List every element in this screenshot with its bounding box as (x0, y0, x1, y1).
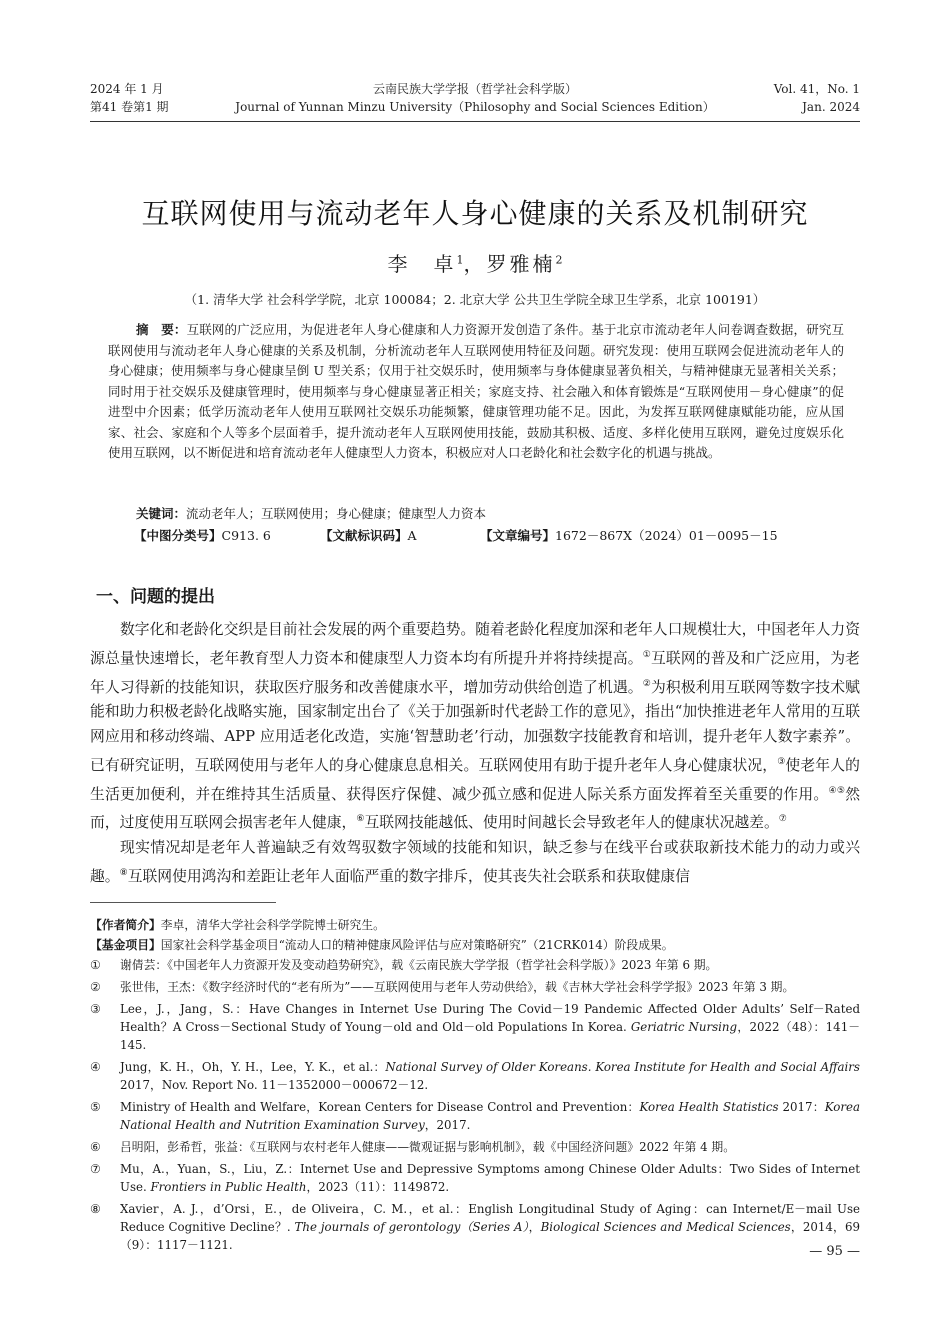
footnote-number: ② (90, 980, 101, 994)
body-text (90, 618, 860, 890)
footnote-number: ④ (90, 1060, 101, 1074)
footnote-rule (90, 902, 276, 903)
footnote-number: ⑥ (90, 1140, 101, 1154)
author-bio-label: 【作者简介】 (90, 918, 161, 932)
body-text-run: 数字化和老龄化交织是目前社会发展的两个重要趋势。随着老龄化程度加深和老年人口规模壮大，中国老年人力资源总量快速增长，老年教育型人力资本和健康型人力资本均有所提升并将持续提高。 (90, 621, 860, 667)
footnote-run: ， (528, 1220, 541, 1234)
footnote-text (120, 1000, 860, 1054)
abstract (108, 320, 844, 464)
footnote-text (120, 1098, 860, 1134)
header-date-en: Jan. 2024 (802, 100, 860, 114)
keywords-label: 关键词： (136, 506, 187, 521)
section-heading: 一、问题的提出 (96, 587, 215, 607)
author-2: 罗雅楠 (486, 252, 556, 276)
footnote-number: ① (90, 958, 101, 972)
footnote-number: ⑧ (90, 1202, 101, 1216)
footnote-journal: Korea Health Statistics (639, 1100, 779, 1114)
footnote-run: ，2022（48）：141－145. (120, 1020, 860, 1052)
doc-code-value: A (407, 528, 417, 543)
journal-name-en: Journal of Yunnan Minzu University（Philosophy and Social Sciences Edition） (235, 100, 715, 114)
footnote-journal: National Survey of Older Koreans. Korea Institute for Health and Social Affairs (385, 1060, 860, 1074)
clc-item (134, 526, 271, 546)
body-text-run: 互联网的普及和广泛应用，为老年人习得新的技能知识，获取医疗服务和改善健康水平，增加劳动供给创造了机遇。 (90, 649, 860, 696)
fund-label: 【基金项目】 (90, 938, 161, 952)
journal-name-cn: 云南民族大学学报（哲学社会科学版） (372, 82, 577, 96)
body-text-run: 使老年人的生活更加便利，并在维持其生活质量、获得医疗保健、减少孤立感和促进人际关系方面发挥着至关重要的作用。 (90, 756, 860, 803)
clc-label: 【中图分类号】 (134, 528, 222, 543)
clc-value: C913. 6 (221, 528, 271, 543)
body-paragraph-1 (90, 618, 860, 836)
footnote-text (120, 1160, 860, 1196)
footnote-number: ⑤ (90, 1100, 101, 1114)
footnote-8 (90, 1200, 860, 1254)
affiliations: （1. 清华大学 社会科学学院，北京 100084；2. 北京大学 公共卫生学院全球卫生学系，北京 100191） (184, 292, 766, 307)
footnote-journal: Biological Sciences and Medical Sciences (540, 1220, 791, 1234)
footnote-text: 张世伟，王杰：《数字经济时代的“老有所为”——互联网使用与老年人劳动供给》，载《吉林大学社会科学学报》2023 年第 3 期。 (120, 980, 795, 994)
body-text-run: 互联网技能越低、使用时间越长会导致老年人的健康状况越差。 (364, 814, 779, 832)
author-bio (90, 916, 860, 934)
footnote-run: 2017，Nov. Report No. 11－1352000－000672－12. (120, 1078, 429, 1092)
footnote-7 (90, 1160, 860, 1196)
doc-code-item (320, 526, 417, 546)
footnote-run: ，2017. (424, 1118, 471, 1132)
footnote-run: Mu，A.，Yuan，S.，Liu，Z.：Internet Use and Depressive Symptoms among Chinese Older Adults：Two Sides of Internet Use. (120, 1162, 860, 1194)
header-date: 2024 年 1 月 (90, 82, 164, 96)
footnote-journal: Korea National Health and Nutrition Examination Survey (120, 1100, 860, 1132)
keywords-text: 流动老年人；互联网使用；身心健康；健康型人力资本 (186, 506, 487, 521)
footnote-4 (90, 1058, 860, 1094)
abstract-label: 摘 要： (136, 322, 187, 337)
footnote-ref-8: ⑧ (119, 867, 128, 878)
footnote-ref-3: ③ (777, 756, 786, 767)
footnote-3 (90, 1000, 860, 1054)
author-line (0, 248, 950, 277)
footnote-number: ③ (90, 1002, 101, 1016)
body-paragraph-2 (90, 836, 860, 890)
footnote-text: 吕明阳，彭希哲，张益：《互联网与农村老年人健康——微观证据与影响机制》，载《中国经济问题》2022 年第 4 期。 (120, 1140, 736, 1154)
fund-text: 国家社会科学基金项目“流动人口的精神健康风险评估与应对策略研究”（21CRK014）阶段成果。 (160, 938, 674, 952)
footnotes (90, 916, 860, 1258)
footnote-ref-1: ① (642, 649, 651, 660)
header-volume: 第41 卷第1 期 (90, 100, 169, 114)
footnote-run: 2017： (778, 1100, 825, 1114)
article-number-value: 1672－867X（2024）01－0095－15 (555, 528, 778, 543)
footnote-run: Ministry of Health and Welfare，Korean Centers for Disease Control and Prevention： (120, 1100, 640, 1114)
article-number-item (480, 526, 778, 546)
footnote-2 (90, 978, 860, 996)
footnote-run: Xavier，A. J.，d’Orsi，E.，de Oliveira，C. M.，et al.：English Longitudinal Study of Aging：can Internet/E－mail Use Reduce Cognitive Decline？. (120, 1202, 860, 1234)
footnote-journal: Frontiers in Public Health (150, 1180, 307, 1194)
header-rule (90, 121, 860, 122)
body-text-run: 互联网使用鸿沟和差距让老年人面临严重的数字排斥，使其丧失社会联系和获取健康信 (127, 867, 690, 885)
body-text-run: 为积极利用互联网等数字技术赋能和助力积极老龄化战略实施，国家制定出台了《关于加强新时代老龄工作的意见》，指出“加快推进老年人常用的互联网应用和移动终端、APP 应用适老化改造，实施‘智慧助老’行动，加强数字技能教育和培训，提升老年人数字素养”。已有研究证明，互联网使用与老年人的身心健康息息相关。互联网使用有助于提升老年人身心健康状况， (90, 678, 860, 774)
author-separator: ， (463, 252, 487, 276)
footnote-ref-7: ⑦ (778, 814, 787, 825)
footnote-journal: The journals of gerontology（Series A） (294, 1220, 529, 1234)
footnote-run: ，2014，69（9）：1117－1121. (120, 1220, 860, 1252)
footnote-journal: Geriatric Nursing (630, 1020, 738, 1034)
footnote-text (120, 1058, 860, 1094)
fund-info (90, 936, 860, 954)
footnote-text: 谢倩芸：《中国老年人力资源开发及变动趋势研究》，载《云南民族大学学报（哲学社会科学版）》2023 年第 6 期。 (120, 958, 718, 972)
author-bio-text: 李卓，清华大学社会科学学院博士研究生。 (160, 918, 385, 932)
footnote-5 (90, 1098, 860, 1134)
footnote-6 (90, 1138, 860, 1156)
footnote-ref-2: ② (642, 678, 651, 689)
footnote-run: Lee，J.，Jang，S.：Have Changes in Internet Use During The Covid－19 Pandemic Affected Older Adults’ Self－Rated Health？A Cross－Sectional Study of Young－old and Old－old Populations In Korea. (120, 1002, 860, 1034)
footnote-ref-6: ⑥ (356, 814, 365, 825)
keywords (136, 504, 846, 524)
author-1-affil: 1 (456, 253, 464, 267)
author-1: 李 卓 (387, 252, 457, 276)
abstract-text: 互联网的广泛应用，为促进老年人身心健康和人力资源开发创造了条件。基于北京市流动老年人问卷调查数据，研究互联网使用与流动老年人身心健康的关系及机制，分析流动老年人互联网使用特征及问题。研究发现：使用互联网会促进流动老年人的身心健康；使用频率与身心健康呈倒 U 型关系；仅用于社交娱乐时，使用频率与身体健康显著负相关，与精神健康无显著相关关系；同时用于社交娱乐及健康管理时，使用频率与身心健康显著正相关；家庭支持、社会融入和体育锻炼是“互联网使用－身心健康”的促进型中介因素；低学历流动老年人使用互联网社交娱乐功能频繁，健康管理功能不足。因此，为发挥互联网健康赋能功能，应从国家、社会、家庭和个人等多个层面着手，提升流动老年人互联网使用技能，鼓励其积极、适度、多样化使用互联网，避免过度娱乐化使用互联网，以不断促进和培育流动老年人健康型人力资本，积极应对人口老龄化和社会数字化的机遇与挑战。 (108, 322, 844, 460)
footnote-number: ⑦ (90, 1162, 101, 1176)
footnote-run: ，2023（11）：1149872. (306, 1180, 450, 1194)
body-text-run: 然而，过度使用互联网会损害老年人健康， (90, 785, 860, 832)
footnote-1 (90, 956, 860, 974)
doc-code-label: 【文献标识码】 (320, 528, 408, 543)
article-number-label: 【文章编号】 (480, 528, 556, 543)
footnote-text (120, 1200, 860, 1254)
running-header-right (774, 80, 860, 116)
article-title: 互联网使用与流动老年人身心健康的关系及机制研究 (141, 197, 809, 230)
header-vol-en: Vol. 41，No. 1 (773, 82, 860, 96)
page-number: — 95 — (809, 1244, 860, 1259)
footnote-run: Jung，K. H.，Oh，Y. H.，Lee，Y. K.，et al.： (120, 1060, 386, 1074)
body-text-run: 现实情况却是老年人普遍缺乏有效驾驭数字领域的技能和知识，缺乏参与在线平台或获取新技术能力的动力或兴趣。 (90, 838, 860, 885)
footnote-ref-4-5: ④⑤ (828, 785, 846, 796)
author-2-affil: 2 (555, 253, 563, 267)
